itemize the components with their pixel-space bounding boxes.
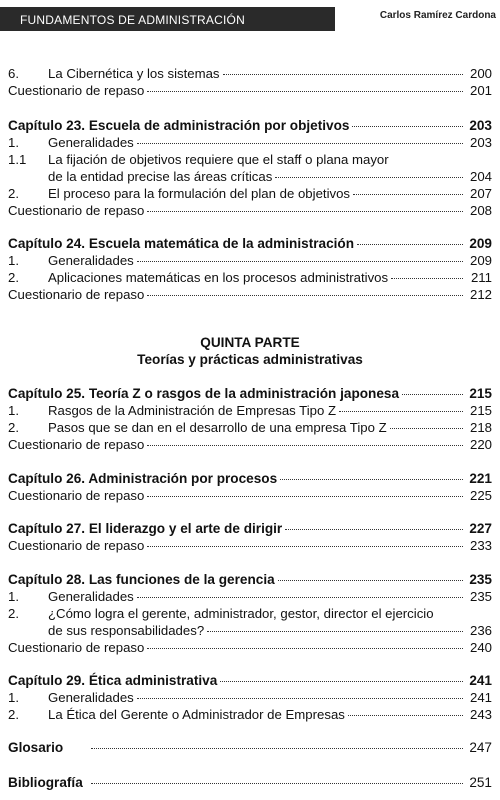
- toc-entry: [8, 135, 492, 151]
- leader-dots: [91, 782, 463, 784]
- toc-entry-continuation: [48, 169, 492, 185]
- leader-dots: [275, 176, 463, 178]
- chapter-title: Capítulo 27. El liderazgo y el arte de dirigir: [8, 521, 283, 536]
- entry-number: 2.: [8, 606, 19, 621]
- entry-page: 241: [469, 690, 492, 705]
- entry-label: Generalidades: [48, 135, 134, 150]
- entry-page: 225: [469, 488, 492, 503]
- entry-number: 2.: [8, 420, 19, 435]
- leader-dots: [137, 142, 463, 144]
- entry-label: Pasos que se dan en el desarrollo de una empresa Tipo Z: [48, 420, 387, 435]
- entry-number: 2.: [8, 270, 19, 285]
- chapter-heading: [8, 471, 492, 487]
- entry-label: Rasgos de la Administración de Empresas Tipo Z: [48, 403, 337, 418]
- chapter-heading: [8, 673, 492, 689]
- leader-dots: [348, 714, 463, 716]
- leader-dots: [147, 495, 463, 497]
- toc-entry: [8, 152, 492, 168]
- entry-page: 209: [469, 236, 492, 251]
- leader-dots: [207, 630, 463, 632]
- toc-entry: [8, 403, 492, 419]
- leader-dots: [137, 596, 463, 598]
- chapter-title: Capítulo 25. Teoría Z o rasgos de la administración japonesa: [8, 386, 400, 401]
- leader-dots: [147, 444, 463, 446]
- leader-dots: [147, 90, 463, 92]
- entry-label: ¿Cómo logra el gerente, administrador, gestor, director el ejercicio: [48, 606, 434, 621]
- entry-label: Generalidades: [48, 690, 134, 705]
- chapter-heading: [8, 118, 492, 134]
- entry-label: Bibliografía: [8, 775, 83, 790]
- entry-page: 235: [469, 572, 492, 587]
- leader-dots: [147, 545, 463, 547]
- entry-page: 235: [469, 589, 492, 604]
- toc-entry: [8, 640, 492, 656]
- entry-label: Cuestionario de repaso: [8, 488, 145, 503]
- chapter-heading: [8, 572, 492, 588]
- leader-dots: [402, 393, 463, 395]
- leader-dots: [147, 294, 463, 296]
- entry-label: Cuestionario de repaso: [8, 83, 145, 98]
- part-title: QUINTA PARTE: [200, 335, 300, 350]
- entry-page: 240: [469, 640, 492, 655]
- entry-page: 209: [469, 253, 492, 268]
- chapter-heading: [8, 386, 492, 402]
- entry-page: 215: [469, 403, 492, 418]
- leader-dots: [220, 680, 463, 682]
- entry-page: 227: [469, 521, 492, 536]
- toc-entry: [8, 203, 492, 219]
- entry-page: 236: [469, 623, 492, 638]
- chapter-title: Capítulo 28. Las funciones de la gerencia: [8, 572, 275, 587]
- entry-page: 200: [469, 66, 492, 81]
- entry-label: Glosario: [8, 740, 64, 755]
- author-name: Carlos Ramírez Cardona: [379, 10, 496, 21]
- bibliography-entry: [8, 775, 492, 791]
- chapter-title: Capítulo 24. Escuela matemática de la administración: [8, 236, 355, 251]
- toc-entry: [8, 589, 492, 605]
- toc-entry: [8, 437, 492, 453]
- entry-label: de sus responsabilidades?: [48, 623, 205, 638]
- entry-number: 2.: [8, 707, 19, 722]
- entry-label: Generalidades: [48, 589, 134, 604]
- toc-entry: [8, 83, 492, 99]
- entry-page: 204: [469, 169, 492, 184]
- chapter-heading: [8, 236, 492, 252]
- entry-page: 221: [469, 471, 492, 486]
- glossary-entry: [8, 740, 492, 756]
- entry-page: 212: [469, 287, 492, 302]
- entry-page: 241: [469, 673, 492, 688]
- entry-number: 6.: [8, 66, 19, 81]
- leader-dots: [339, 410, 463, 412]
- entry-number: 1.: [8, 403, 19, 418]
- leader-dots: [353, 193, 463, 195]
- leader-dots: [390, 427, 463, 429]
- entry-page: 243: [469, 707, 492, 722]
- leader-dots: [278, 579, 463, 581]
- entry-number: 1.: [8, 135, 19, 150]
- entry-number: 1.: [8, 690, 19, 705]
- entry-label: La Ética del Gerente o Administrador de Empresas: [48, 707, 345, 722]
- entry-page: 203: [469, 135, 492, 150]
- chapter-title: Capítulo 29. Ética administrativa: [8, 673, 218, 688]
- leader-dots: [285, 528, 463, 530]
- entry-label: de la entidad precise las áreas críticas: [48, 169, 273, 184]
- toc-entry: [8, 538, 492, 554]
- entry-label: Cuestionario de repaso: [8, 287, 145, 302]
- entry-page: 203: [469, 118, 492, 133]
- book-title: FUNDAMENTOS DE ADMINISTRACIÓN: [20, 13, 245, 27]
- entry-page: 201: [469, 83, 492, 98]
- running-header: [0, 0, 500, 30]
- entry-label: Cuestionario de repaso: [8, 437, 145, 452]
- leader-dots: [147, 210, 463, 212]
- entry-number: 2.: [8, 186, 19, 201]
- entry-page: 218: [469, 420, 492, 435]
- leader-dots: [391, 277, 463, 279]
- toc-entry: [8, 186, 492, 202]
- leader-dots: [280, 478, 463, 480]
- entry-page: 207: [469, 186, 492, 201]
- entry-label: Aplicaciones matemáticas en los procesos administrativos: [48, 270, 389, 285]
- toc-entry: [8, 488, 492, 504]
- entry-label: La Cibernética y los sistemas: [48, 66, 220, 81]
- entry-label: Cuestionario de repaso: [8, 203, 145, 218]
- leader-dots: [137, 260, 463, 262]
- entry-page: 233: [469, 538, 492, 553]
- leader-dots: [357, 243, 463, 245]
- entry-page: 251: [469, 775, 492, 790]
- leader-dots: [147, 647, 463, 649]
- leader-dots: [137, 697, 463, 699]
- entry-page: 208: [469, 203, 492, 218]
- chapter-title: Capítulo 23. Escuela de administración por objetivos: [8, 118, 350, 133]
- leader-dots: [352, 125, 463, 127]
- entry-page: 220: [469, 437, 492, 452]
- chapter-title: Capítulo 26. Administración por procesos: [8, 471, 278, 486]
- entry-label: Cuestionario de repaso: [8, 640, 145, 655]
- entry-label: Generalidades: [48, 253, 134, 268]
- entry-page: 215: [469, 386, 492, 401]
- entry-label: La fijación de objetivos requiere que el staff o plana mayor: [48, 152, 389, 167]
- toc-entry: [8, 707, 492, 723]
- toc-entry: [8, 606, 492, 622]
- toc-entry-continuation: [48, 623, 492, 639]
- toc-entry: [8, 287, 492, 303]
- chapter-heading: [8, 521, 492, 537]
- toc-entry: [8, 690, 492, 706]
- toc-entry: [8, 270, 492, 286]
- toc-entry: [8, 253, 492, 269]
- entry-number: 1.: [8, 589, 19, 604]
- entry-number: 1.: [8, 253, 19, 268]
- part-subtitle: Teorías y prácticas administrativas: [137, 352, 363, 367]
- entry-page: 247: [469, 740, 492, 755]
- leader-dots: [223, 73, 463, 75]
- leader-dots: [91, 747, 463, 749]
- toc-entry: [8, 420, 492, 436]
- entry-number: 1.1: [8, 152, 27, 167]
- entry-label: El proceso para la formulación del plan de objetivos: [48, 186, 351, 201]
- entry-page: 211: [470, 270, 492, 285]
- entry-label: Cuestionario de repaso: [8, 538, 145, 553]
- toc-entry: [8, 66, 492, 82]
